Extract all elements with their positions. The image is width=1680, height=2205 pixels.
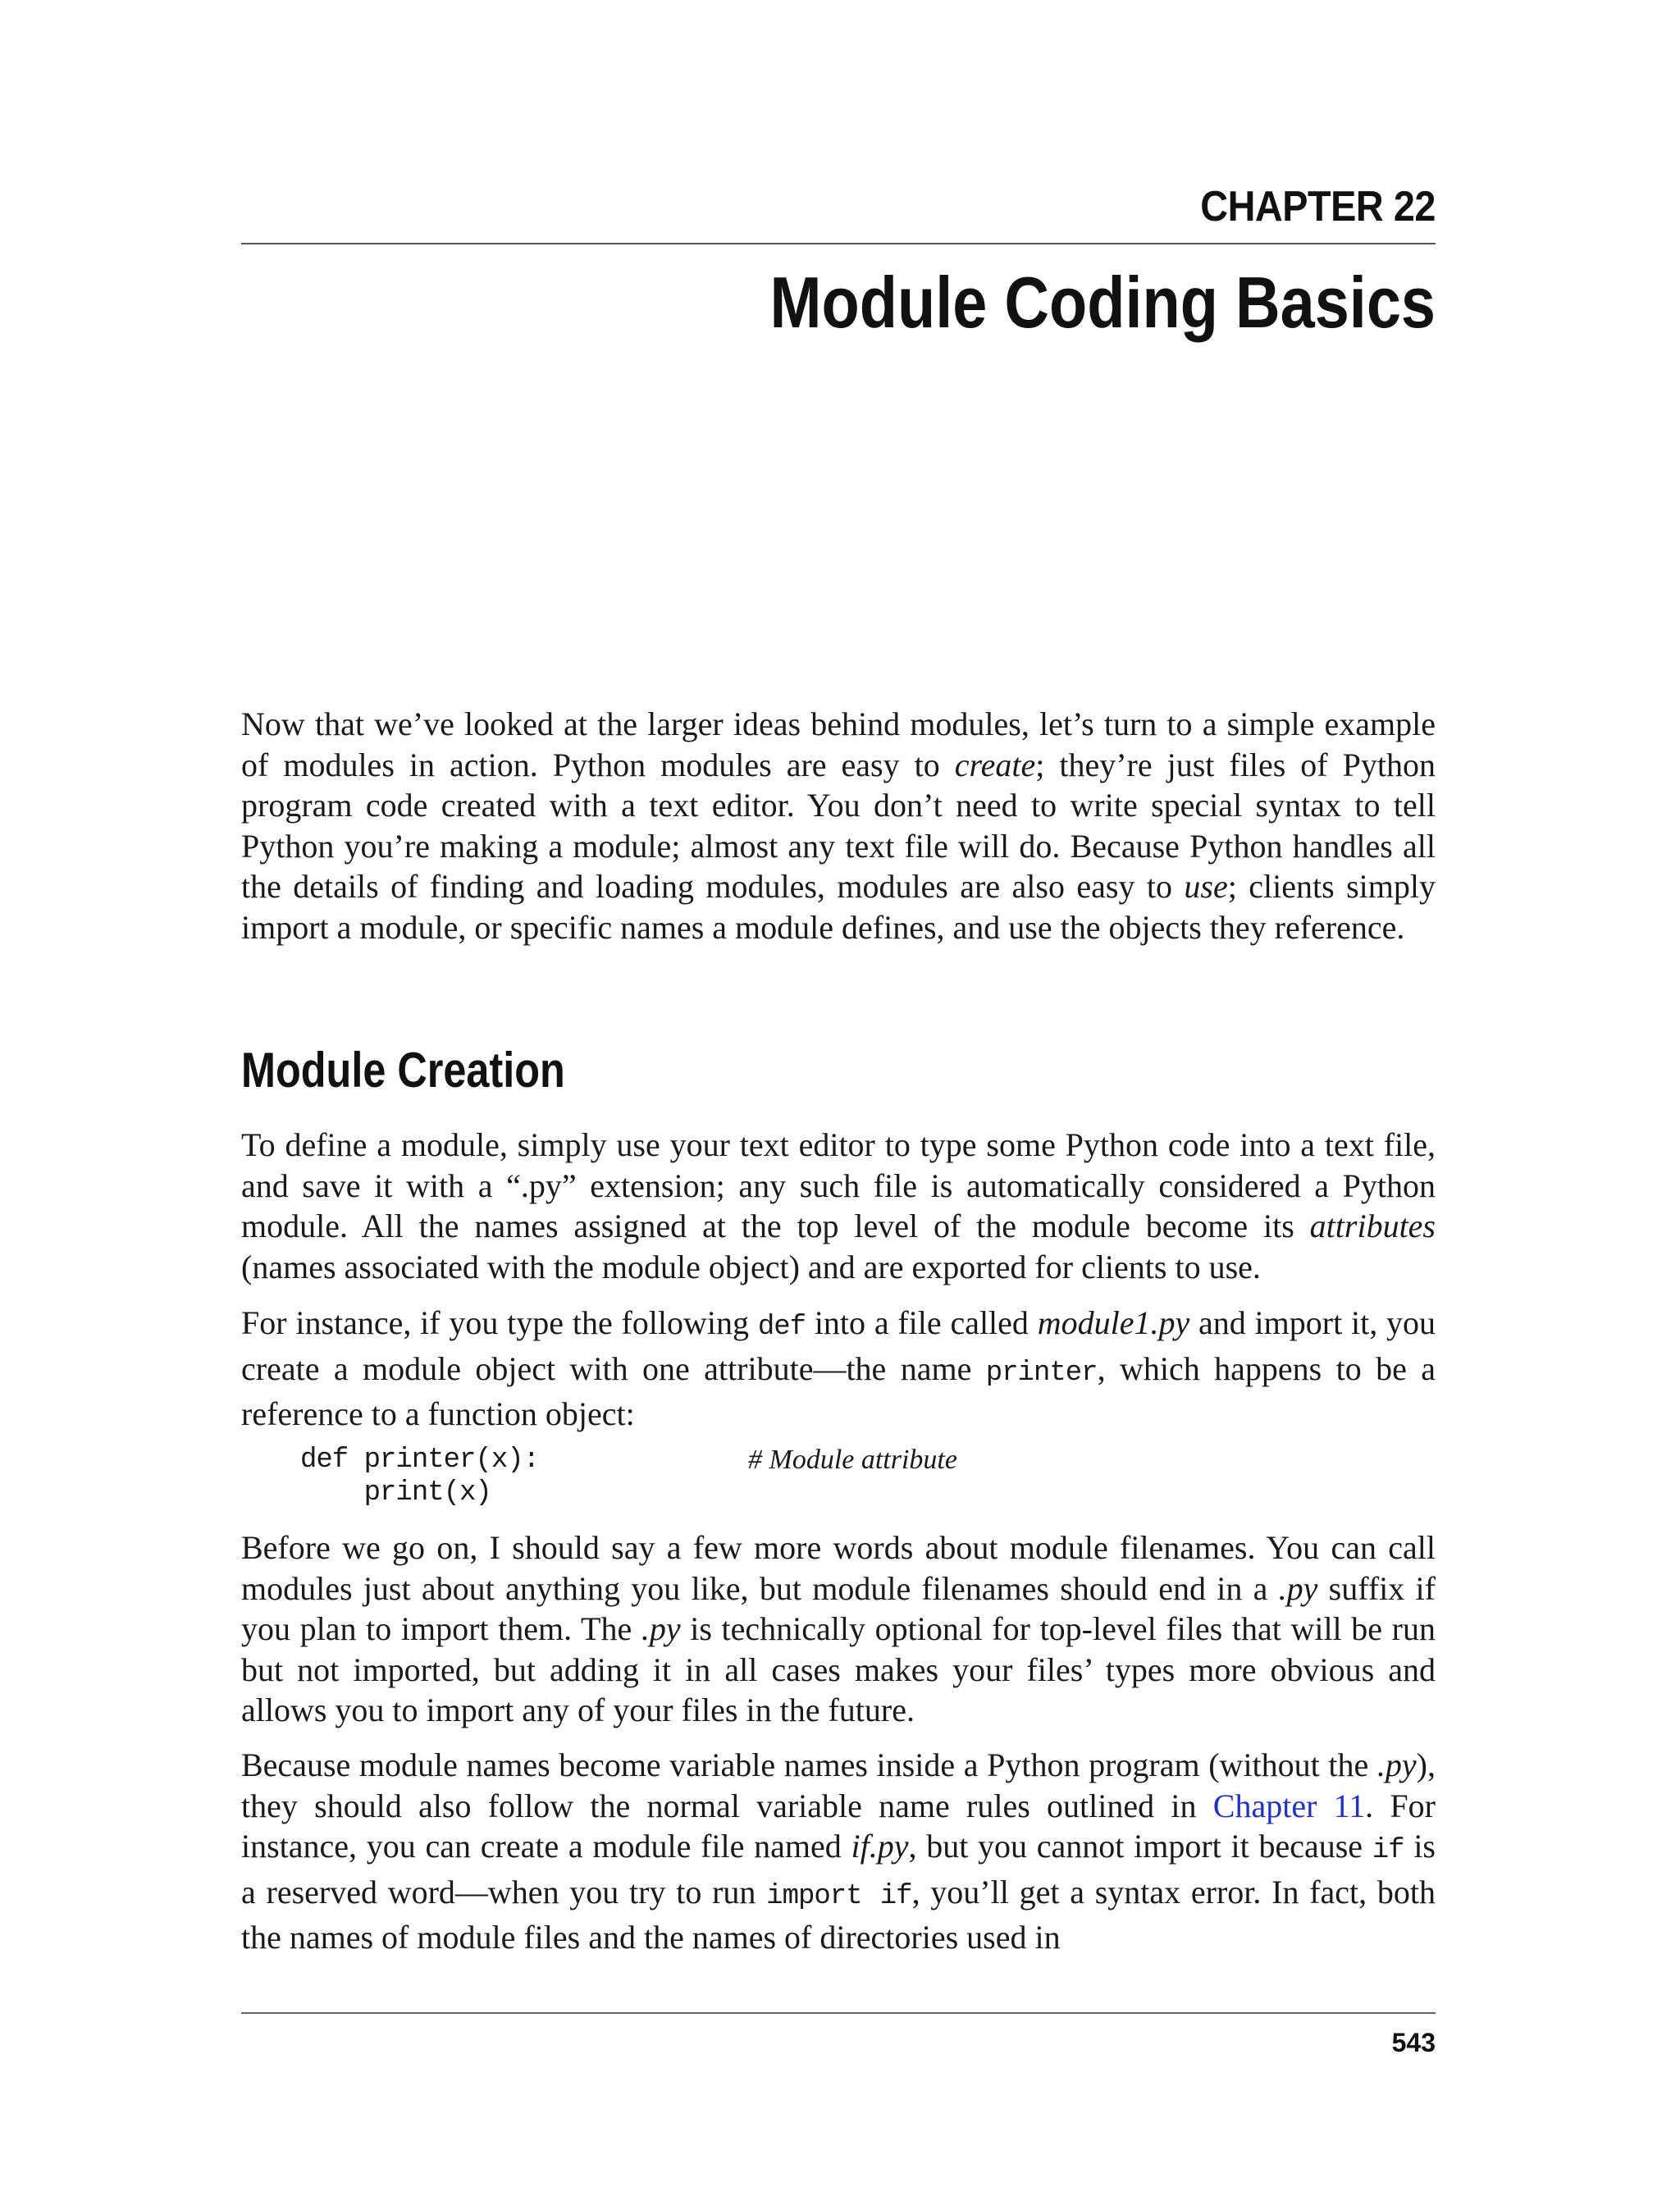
inline-code: import if bbox=[766, 1880, 912, 1912]
paragraph-module-definition: To define a module, simply use your text editor to type some Python code into a text file, and save it with a “.py” extension; any such file is automatically considered a Python module. All the names assigned at the top level of the module become its attributes (names associated with the module object) and are exported for clients to use. bbox=[241, 1126, 1436, 1285]
chapter-rule bbox=[241, 243, 1436, 244]
footer-rule bbox=[241, 2012, 1436, 2014]
chapter-title: Module Coding Basics bbox=[769, 262, 1436, 343]
code-line: def printer(x): # Module attribute bbox=[300, 1445, 957, 1476]
emphasis: .py bbox=[1278, 1569, 1318, 1607]
intro-paragraph: Now that we’ve looked at the larger ideas behind modules, let’s turn to a simple example of modules in action. Python modules are easy to create; they’re just files of Python program code created with a text editor. You don’t need to write special syntax to tell Python you’re making a module; almost any text file will do. Because Python handles all the details of finding and loading modules, modules are also easy to use; clients simply import a module, or specific names a module defines, and use the objects they reference. bbox=[241, 705, 1436, 946]
emphasis: use bbox=[1184, 868, 1228, 905]
page-number: 543 bbox=[1391, 2028, 1436, 2057]
inline-code: def bbox=[757, 1312, 806, 1343]
emphasis: .py bbox=[641, 1610, 681, 1647]
code-comment: # Module attribute bbox=[748, 1445, 957, 1475]
code-block bbox=[300, 1444, 957, 1509]
emphasis: module1.py bbox=[1037, 1304, 1190, 1341]
emphasis: attributes bbox=[1309, 1208, 1436, 1244]
paragraph-filenames: Before we go on, I should say a few more words about module filenames. You can call modules just about anything you like, but module filenames should end in a .py suffix if you plan to import them. The .py is technically optional for top-level files that will be run but not imported, but adding it in all cases makes your files’ types more obvious and allows you to import any of your files in the future. bbox=[241, 1529, 1436, 1728]
chapter-link[interactable]: Chapter 11 bbox=[1212, 1787, 1366, 1824]
section-heading: Module Creation bbox=[241, 1043, 565, 1098]
paragraph-def-example: For instance, if you type the following def into a file called module1.py and import it, you create a module object with one attribute—the name printer, which happens to be a reference to a function object: bbox=[241, 1304, 1436, 1432]
chapter-label: CHAPTER 22 bbox=[1200, 183, 1436, 231]
emphasis: if.py bbox=[851, 1828, 909, 1865]
emphasis: .py bbox=[1376, 1746, 1417, 1783]
inline-code: printer bbox=[985, 1357, 1098, 1389]
paragraph-naming-rules: Because module names become variable names inside a Python program (without the .py), they should also follow the normal variable name rules outlined in Chapter 11. For instance, you can create a module file named if.py, but you cannot import it because if is a reserved word—when you try to run import if, you’ll get a syntax error. In fact, both the names of module files and the names of directories used in bbox=[241, 1746, 1436, 1956]
code-line: print(x) bbox=[300, 1477, 491, 1509]
inline-code: if bbox=[1372, 1835, 1404, 1866]
emphasis: create bbox=[954, 746, 1036, 783]
